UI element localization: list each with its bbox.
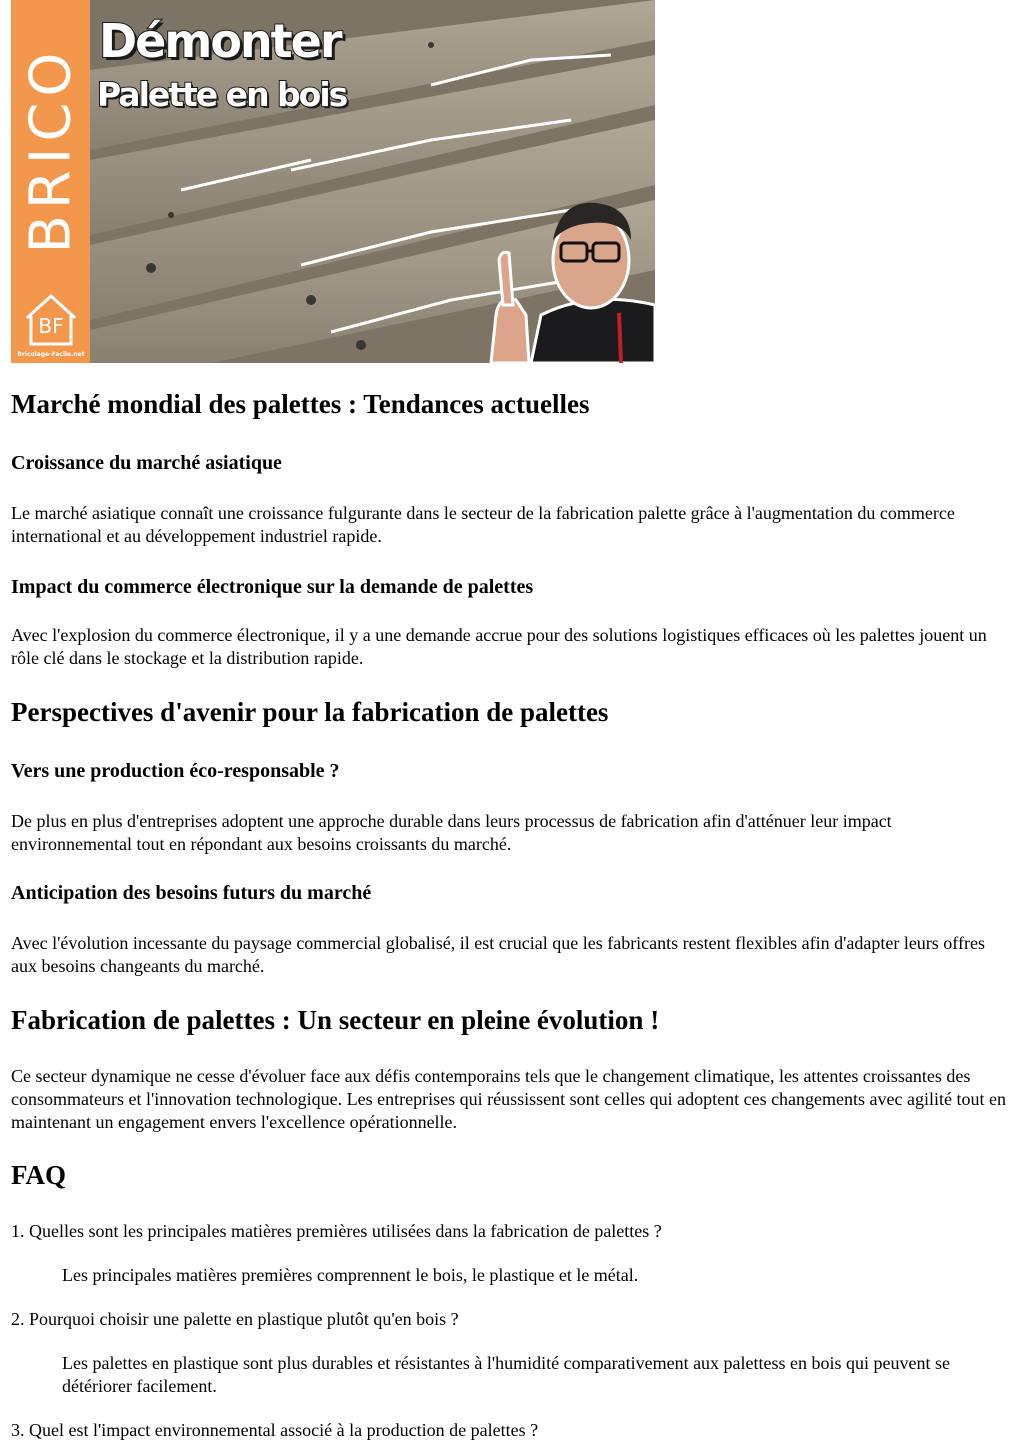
faq-question: 1. Quelles sont les principales matières premières utilisées dans la fabrication de palettes ? xyxy=(11,1221,662,1241)
paragraph: De plus en plus d'entreprises adoptent une approche durable dans leurs processus de fabrication afin d'atténuer leur impact environnemental tout en répondant aux besoins croissants du marché. xyxy=(11,811,892,854)
subsection-heading: Anticipation des besoins futurs du marché xyxy=(11,882,372,904)
paragraph: Avec l'évolution incessante du paysage commercial globalisé, il est crucial que les fabricants restent flexibles afin d'adapter leurs offres aux besoins changeants du marché. xyxy=(11,933,985,976)
section-heading: Marché mondial des palettes : Tendances actuelles xyxy=(11,389,590,419)
brand-text: BRICO xyxy=(18,46,84,254)
paragraph: Ce secteur dynamique ne cesse d'évoluer face aux défis contemporains tels que le changement climatique, les attentes croissantes des consommateurs et l'innovation technologique. Les entreprises qui réussissent sont celles qui adoptent ces changements avec agilité tout en maintenant un engagement envers l'excellence opérationnelle. xyxy=(11,1066,1006,1132)
section-heading: Perspectives d'avenir pour la fabrication de palettes xyxy=(11,697,609,727)
paragraph: Avec l'explosion du commerce électronique, il y a une demande accrue pour des solutions logistiques efficaces où les palettes jouent un rôle clé dans le stockage et la distribution rapide. xyxy=(11,625,987,668)
faq-answer: Les palettes en plastique sont plus durables et résistantes à l'humidité comparativement aux palettess en bois qui peuvent se détériorer facilement. xyxy=(62,1353,951,1396)
article xyxy=(11,0,1011,1440)
subsection-heading: Vers une production éco-responsable ? xyxy=(11,760,340,782)
hero-image xyxy=(11,0,655,363)
logo-text: BF xyxy=(38,314,64,338)
subsection-heading: Impact du commerce électronique sur la demande de palettes xyxy=(11,576,534,598)
hero-title: Démonter xyxy=(99,14,341,68)
subsection-heading: Croissance du marché asiatique xyxy=(11,452,282,474)
faq-question: 3. Quel est l'impact environnemental associé à la production de palettes ? xyxy=(11,1420,539,1440)
section-heading: Fabrication de palettes : Un secteur en pleine évolution ! xyxy=(11,1005,660,1035)
faq-answer: Les principales matières premières comprennent le bois, le plastique et le métal. xyxy=(62,1265,639,1285)
faq-heading: FAQ xyxy=(11,1160,66,1190)
faq-question: 2. Pourquoi choisir une palette en plastique plutôt qu'en bois ? xyxy=(11,1309,459,1329)
site-name: Bricolage-Facile.net xyxy=(17,351,85,358)
person-pointing-illustration xyxy=(471,195,655,363)
paragraph: Le marché asiatique connaît une croissance fulgurante dans le secteur de la fabrication palette grâce à l'augmentation du commerce international et au développement industriel rapide. xyxy=(11,503,955,546)
hero-subtitle: Palette en bois xyxy=(97,75,347,114)
